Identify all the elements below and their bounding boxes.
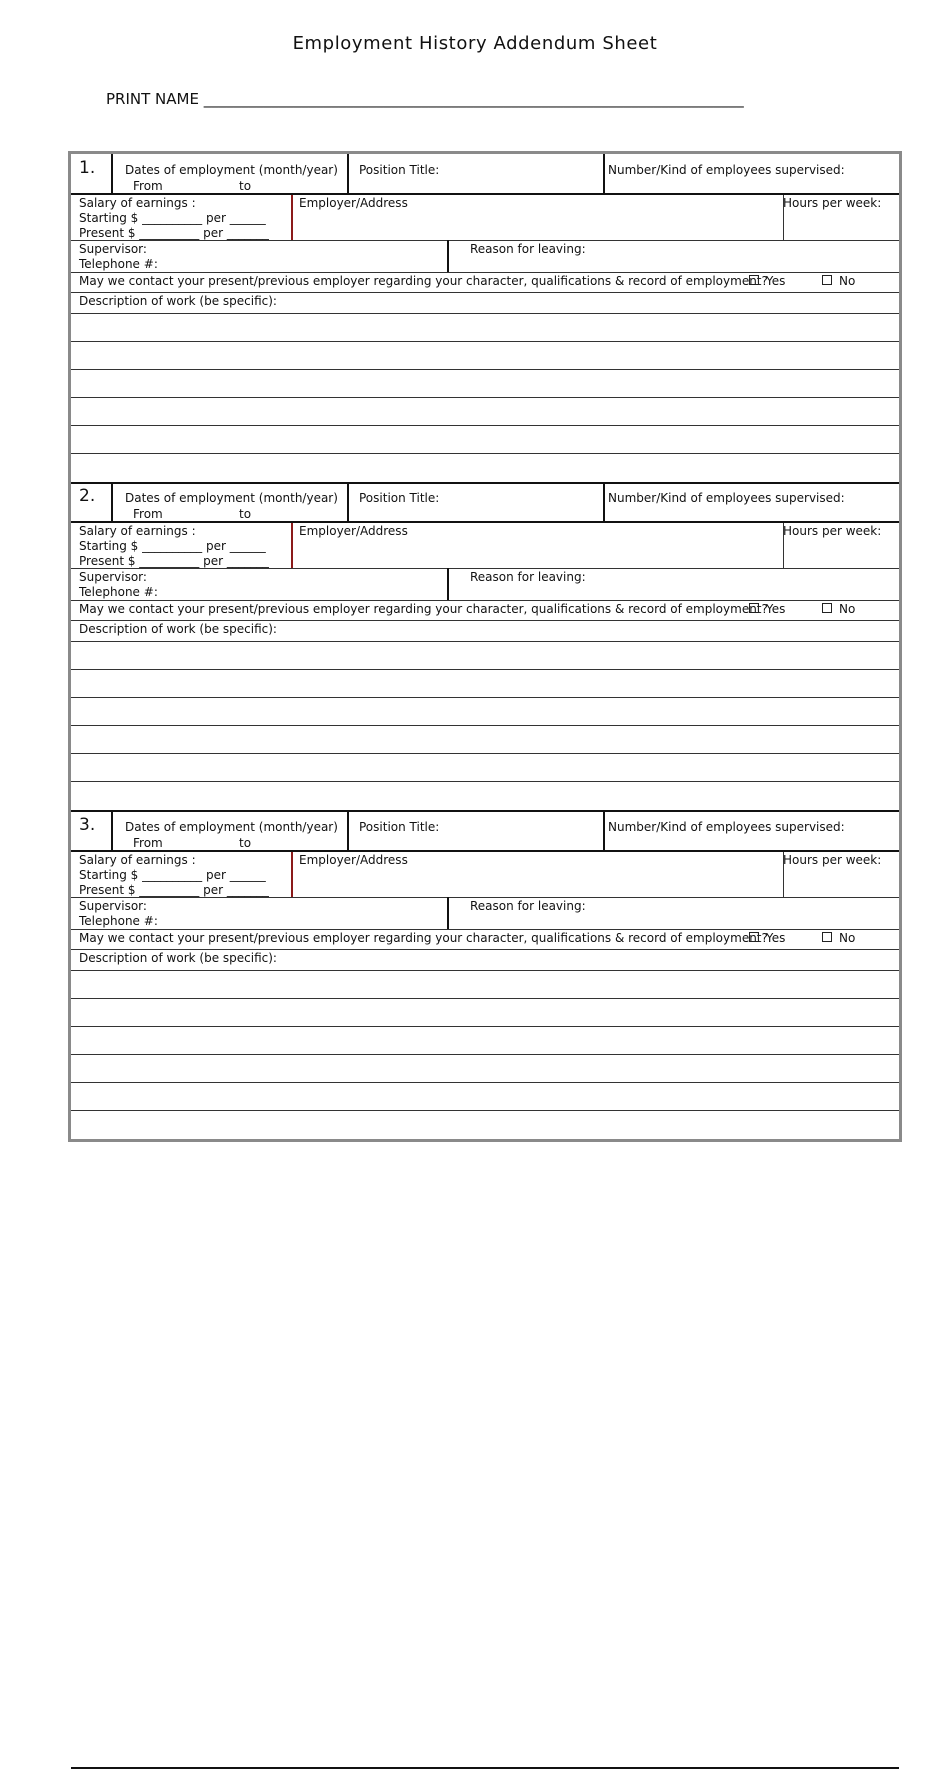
starting-salary: Starting $ __________ per ______ (79, 211, 266, 225)
divider (111, 811, 113, 851)
dates-label: Dates of employment (month/year) (125, 820, 338, 834)
present-salary: Present $ __________ per _______ (79, 226, 269, 240)
yes-label: Yes (766, 602, 786, 616)
divider (347, 811, 349, 851)
description-line[interactable] (71, 1054, 899, 1055)
row-divider (71, 193, 899, 195)
description-line[interactable] (71, 453, 899, 454)
page-title: Employment History Addendum Sheet (292, 33, 658, 54)
row-divider (71, 929, 899, 930)
divider (291, 852, 293, 897)
description-label: Description of work (be specific): (79, 294, 277, 308)
supervisor-label: Supervisor: (79, 899, 147, 913)
entry-number: 1. (79, 158, 96, 178)
description-line[interactable] (71, 341, 899, 342)
to-label: to (239, 507, 252, 521)
row-divider (71, 620, 899, 621)
row-divider (71, 641, 899, 642)
divider (603, 154, 605, 194)
description-line[interactable] (71, 1110, 899, 1111)
description-line[interactable] (71, 425, 899, 426)
starting-salary: Starting $ __________ per ______ (79, 868, 266, 882)
from-label: From (133, 836, 163, 850)
divider (347, 154, 349, 194)
position-title-label: Position Title: (359, 163, 440, 177)
divider (447, 568, 449, 600)
no-checkbox[interactable] (822, 932, 832, 942)
row-divider (71, 521, 899, 523)
hours-per-week-label: Hours per week: (783, 196, 882, 210)
contact-question: May we contact your present/previous employer regarding your character, qualifications & record of employment? (79, 931, 768, 945)
divider (111, 154, 113, 194)
divider (447, 897, 449, 929)
entry-separator (71, 482, 899, 484)
from-label: From (133, 179, 163, 193)
present-salary: Present $ __________ per _______ (79, 554, 269, 568)
divider (347, 482, 349, 522)
no-label: No (839, 274, 856, 288)
divider (603, 482, 605, 522)
description-line[interactable] (71, 753, 899, 754)
to-label: to (239, 836, 252, 850)
description-line[interactable] (71, 1026, 899, 1027)
description-line[interactable] (71, 998, 899, 999)
dates-label: Dates of employment (month/year) (125, 163, 338, 177)
supervisor-label: Supervisor: (79, 242, 147, 256)
contact-question: May we contact your present/previous employer regarding your character, qualifications & record of employment? (79, 274, 768, 288)
salary-label: Salary of earnings : (79, 524, 196, 538)
row-divider (71, 970, 899, 971)
row-divider (71, 949, 899, 950)
print-name-label: PRINT NAME (106, 90, 199, 108)
present-salary: Present $ __________ per _______ (79, 883, 269, 897)
entry-number: 2. (79, 486, 96, 506)
telephone-label: Telephone #: (79, 585, 158, 599)
reason-for-leaving-label: Reason for leaving: (470, 899, 586, 913)
salary-label: Salary of earnings : (79, 196, 196, 210)
divider (447, 240, 449, 272)
salary-label: Salary of earnings : (79, 853, 196, 867)
employer-address-label: Employer/Address (299, 196, 408, 210)
yes-label: Yes (766, 274, 786, 288)
yes-checkbox[interactable] (749, 603, 759, 613)
yes-label: Yes (766, 931, 786, 945)
divider (111, 482, 113, 522)
contact-question: May we contact your present/previous employer regarding your character, qualifications & record of employment? (79, 602, 768, 616)
row-divider (71, 313, 899, 314)
divider (291, 195, 293, 240)
row-divider (71, 600, 899, 601)
print-name-line: ________________________________________________________________________ (203, 90, 744, 108)
description-label: Description of work (be specific): (79, 951, 277, 965)
description-label: Description of work (be specific): (79, 622, 277, 636)
description-line[interactable] (71, 669, 899, 670)
no-checkbox[interactable] (822, 275, 832, 285)
entry-separator (71, 810, 899, 812)
description-line[interactable] (71, 781, 899, 782)
description-line[interactable] (71, 1082, 899, 1083)
no-label: No (839, 602, 856, 616)
entry-number: 3. (79, 815, 96, 835)
description-line[interactable] (71, 697, 899, 698)
row-divider (71, 292, 899, 293)
hours-per-week-label: Hours per week: (783, 853, 882, 867)
position-title-label: Position Title: (359, 820, 440, 834)
description-line[interactable] (71, 369, 899, 370)
employer-address-label: Employer/Address (299, 853, 408, 867)
telephone-label: Telephone #: (79, 257, 158, 271)
yes-checkbox[interactable] (749, 275, 759, 285)
telephone-label: Telephone #: (79, 914, 158, 928)
row-divider (71, 850, 899, 852)
no-label: No (839, 931, 856, 945)
to-label: to (239, 179, 252, 193)
row-divider (71, 897, 899, 898)
reason-for-leaving-label: Reason for leaving: (470, 242, 586, 256)
supervised-label: Number/Kind of employees supervised: (608, 820, 845, 834)
position-title-label: Position Title: (359, 491, 440, 505)
row-divider (71, 568, 899, 569)
print-name-field[interactable] (106, 90, 744, 108)
supervised-label: Number/Kind of employees supervised: (608, 491, 845, 505)
starting-salary: Starting $ __________ per ______ (79, 539, 266, 553)
divider (603, 811, 605, 851)
row-divider (71, 240, 899, 241)
supervisor-label: Supervisor: (79, 570, 147, 584)
hours-per-week-label: Hours per week: (783, 524, 882, 538)
supervised-label: Number/Kind of employees supervised: (608, 163, 845, 177)
no-checkbox[interactable] (822, 603, 832, 613)
row-divider (71, 272, 899, 273)
employer-address-label: Employer/Address (299, 524, 408, 538)
divider (291, 523, 293, 568)
yes-checkbox[interactable] (749, 932, 759, 942)
description-line[interactable] (71, 397, 899, 398)
reason-for-leaving-label: Reason for leaving: (470, 570, 586, 584)
from-label: From (133, 507, 163, 521)
dates-label: Dates of employment (month/year) (125, 491, 338, 505)
employment-history-form (68, 151, 902, 1142)
description-line[interactable] (71, 725, 899, 726)
